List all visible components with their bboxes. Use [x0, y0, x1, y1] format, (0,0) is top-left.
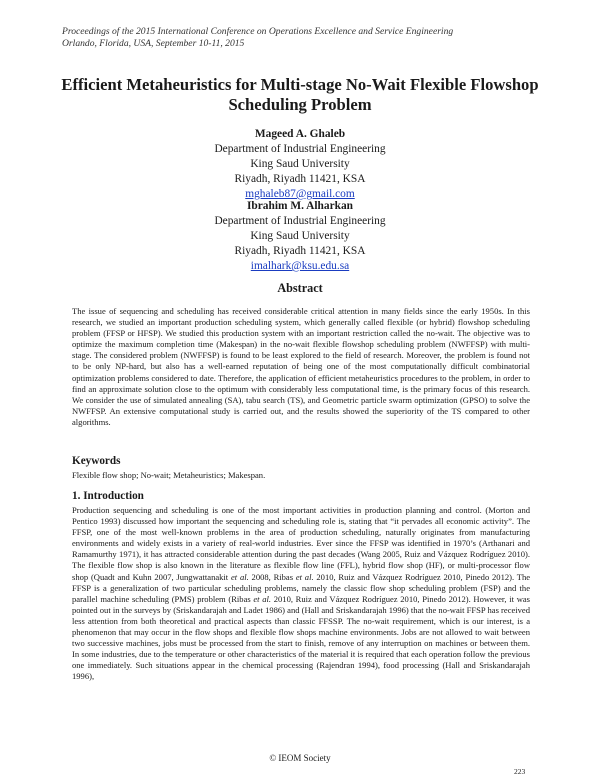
title-line-2: Scheduling Problem: [228, 95, 372, 114]
header-location: Orlando, Florida, USA, September 10-11, 2015: [62, 38, 245, 49]
author-email-link[interactable]: mghaleb87@gmail.com: [245, 188, 355, 200]
author-department: Department of Industrial Engineering: [214, 215, 386, 227]
author-block-1: [100, 127, 500, 202]
abstract-text: The issue of sequencing and scheduling has received considerable critical attention in many fields since the early 1950s. In this research, we studied an important production scheduling system, which generally called flexible (or hybrid) flowshop scheduling problem (FFSP or HFSP). We studied this production system with an important restriction called the no-wait. The objective was to optimize the maximum completion time (Makespan) in the no-wait flexible flowshop scheduling problem (NWFFSP) with multi-stage. The considered problem (NWFFSP) is found to be least explored to the field of research. Moreover, the problem is found not to be only NP-hard, but also has a well-earned reputation of being one of the most computationally difficult combinatorial optimization problems considered to date. Therefore, the application of efficient metaheuristics procedures to the problem, in order to find an approximate solution close to the optimum with considerably less computational time, is the primary focus of this research. We consider the use of simulated annealing (SA), tabu search (TS), and Geometric particle swarm optimization (GPSO) to solve the NWFFSP. An extensive computational study is carried out, and the results showed the superiority of the TS compared to other algorithms.: [72, 306, 530, 427]
title-line-1: Efficient Metaheuristics for Multi-stage No-Wait Flexible Flowshop: [61, 75, 539, 94]
running-header: [62, 26, 453, 50]
intro-text-part: 2010, Ruiz and Vázquez Rodríguez 2010, Pinedo 2012). The FFSP is a generalization of two particular scheduling problems, namely the classic flow shop scheduling problem (FSP) and the parallel machine scheduling (PMS) problem (Ribas: [72, 571, 531, 604]
intro-etal: et al.: [295, 571, 314, 582]
introduction-paragraph: [72, 505, 530, 683]
intro-text-part: 2008, Ribas: [248, 571, 296, 582]
author-name: Ibrahim M. Alharkan: [246, 200, 353, 212]
paper-title: [30, 75, 570, 115]
intro-etal: et al.: [253, 593, 272, 604]
header-conference: Proceedings of the 2015 International Conference on Operations Excellence and Service Engineering: [62, 26, 454, 37]
author-name: Mageed A. Ghaleb: [254, 128, 346, 140]
author-university: King Saud University: [250, 230, 350, 242]
author-block-2: [100, 199, 500, 274]
author-university: King Saud University: [250, 158, 350, 170]
introduction-heading: 1. Introduction: [72, 490, 144, 502]
intro-text-part: Production sequencing and scheduling is one of the most important activities in production planning and control. (Morton and Pentico 1993) discussed how important the sequencing and scheduling role is, stating that “it pervades all economic activity”. The FFSP, one of the most well-known problems in the area of production scheduling, naturally originates from manufacturing environments and widely exists in a variety of real-world industries. Ever since the FFSP was identified in 1970’s (Arthanari and Ramamurthy 1971), it has attracted considerable attention during the past decades (Wang 2005, Ruiz and Vázquez Rodríguez 2010). The flexible flow shop is also known in the literature as flexible flow line (FFL), hybrid flow shop (HF), or multi-processor flow shop (Quadt and Kuhn 2007, Jungwattanakit: [72, 505, 530, 582]
author-department: Department of Industrial Engineering: [214, 143, 386, 155]
abstract-heading: Abstract: [277, 281, 323, 295]
page-number: 223: [514, 767, 526, 776]
intro-etal: et al.: [230, 571, 249, 582]
author-address: Riyadh, Riyadh 11421, KSA: [234, 245, 366, 257]
keywords-heading: Keywords: [72, 455, 121, 467]
footer-society: © IEOM Society: [269, 753, 331, 763]
author-address: Riyadh, Riyadh 11421, KSA: [234, 173, 366, 185]
intro-text-part: 2010, Ruiz and Vázquez Rodríguez 2010, Pinedo 2012). However, it was pointed out in the surveys by (Sriskandarajah and Ladet 1986) and (Hall and Sriskandarajah 1996) that the no-wait FFSP has received less attention from both theoretical and practical aspects than classic FFSSP. The no-wait requirement, which is our interest, is a phenomenon that may occur in the flow shops and flexible flow shops machine environments. Jobs are not allowed to wait between two successive machines, jobs must be processed from the start to finish, remove of any interruption on machines or between them. In some industries, due to the temperature or other characteristics of the material it is required that each operation follow the previous one immediately. Such situations appear in the chemical processing (Rajendran 1994), food processing (Hall and Sriskandarajah 1996),: [72, 593, 530, 682]
keywords-text: Flexible flow shop; No-wait; Metaheuristics; Makespan.: [72, 470, 266, 480]
author-email-link[interactable]: imalhark@ksu.edu.sa: [250, 260, 350, 272]
